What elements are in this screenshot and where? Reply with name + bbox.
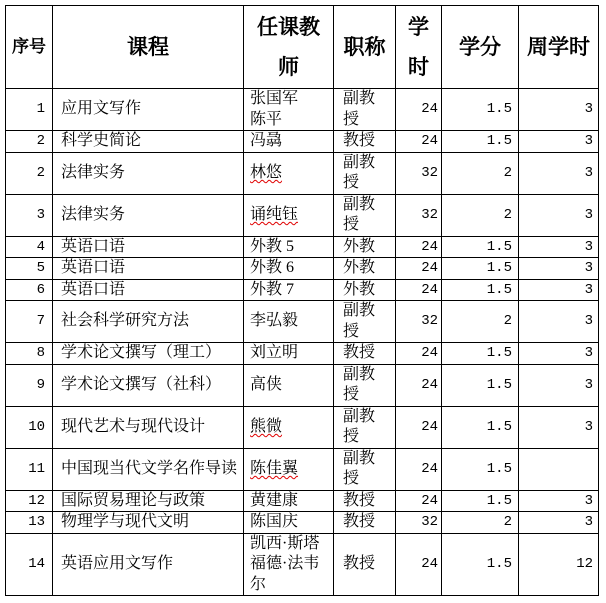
cell-credits: 2 bbox=[442, 512, 519, 534]
cell-teacher bbox=[244, 301, 334, 343]
cell-course: 学术论文撰写（理工） bbox=[53, 343, 244, 365]
cell-credits: 2 bbox=[442, 152, 519, 194]
teacher-name: 外教 7 bbox=[250, 280, 295, 298]
teacher-name: 冯骉 bbox=[250, 132, 283, 149]
cell-credits: 1.5 bbox=[442, 364, 519, 406]
teacher-name: 陈平 bbox=[250, 110, 283, 128]
cell-index: 13 bbox=[6, 512, 53, 534]
title-text: 外教 bbox=[343, 259, 376, 276]
cell-credits: 2 bbox=[442, 194, 519, 236]
cell-weekly-hours: 12 bbox=[519, 533, 599, 596]
cell-course: 英语应用文写作 bbox=[53, 533, 244, 596]
cell-index: 14 bbox=[6, 533, 53, 596]
cell-weekly-hours: 3 bbox=[519, 236, 599, 258]
cell-hours: 24 bbox=[396, 490, 442, 512]
teacher-name: 凯西·斯塔福德·法韦尔 bbox=[250, 534, 320, 593]
cell-weekly-hours: 3 bbox=[519, 490, 599, 512]
cell-title bbox=[334, 89, 396, 131]
cell-course: 物理学与现代文明 bbox=[53, 512, 244, 534]
title-text: 副教授 bbox=[343, 153, 376, 191]
cell-teacher bbox=[244, 152, 334, 194]
cell-credits: 1.5 bbox=[442, 406, 519, 448]
cell-credits: 1.5 bbox=[442, 131, 519, 153]
cell-weekly-hours: 3 bbox=[519, 131, 599, 153]
cell-index: 12 bbox=[6, 490, 53, 512]
cell-credits: 1.5 bbox=[442, 279, 519, 301]
cell-hours: 24 bbox=[396, 406, 442, 448]
table-row bbox=[6, 89, 599, 131]
cell-index: 11 bbox=[6, 448, 53, 490]
teacher-name: 陈国庆 bbox=[250, 513, 299, 530]
teacher-name: 李弘毅 bbox=[250, 312, 299, 330]
cell-weekly-hours: 3 bbox=[519, 89, 599, 131]
teacher-name: 黄建康 bbox=[250, 491, 299, 509]
cell-course: 英语口语 bbox=[53, 279, 244, 301]
table-row bbox=[6, 152, 599, 194]
header-hours-label: 学时 bbox=[407, 15, 429, 79]
teacher-name: 张国军 bbox=[250, 90, 299, 107]
cell-weekly-hours: 3 bbox=[519, 152, 599, 194]
table-row bbox=[6, 512, 599, 534]
cell-hours: 24 bbox=[396, 131, 442, 153]
header-teacher-label: 任课教师 bbox=[256, 15, 320, 79]
cell-title bbox=[334, 194, 396, 236]
cell-hours: 24 bbox=[396, 89, 442, 131]
teacher-name: 诵纯钰 bbox=[250, 205, 299, 223]
title-text: 副教授 bbox=[343, 449, 376, 487]
cell-index: 5 bbox=[6, 258, 53, 280]
cell-title bbox=[334, 448, 396, 490]
cell-hours: 32 bbox=[396, 152, 442, 194]
cell-title bbox=[334, 236, 396, 258]
cell-credits: 1.5 bbox=[442, 343, 519, 365]
cell-title bbox=[334, 279, 396, 301]
cell-title bbox=[334, 131, 396, 153]
title-text: 外教 bbox=[343, 280, 376, 298]
cell-hours: 24 bbox=[396, 343, 442, 365]
cell-weekly-hours bbox=[519, 448, 599, 490]
cell-teacher bbox=[244, 364, 334, 406]
cell-hours: 32 bbox=[396, 512, 442, 534]
cell-teacher bbox=[244, 258, 334, 280]
table-row bbox=[6, 490, 599, 512]
table-body bbox=[6, 89, 599, 596]
cell-course: 法律实务 bbox=[53, 152, 244, 194]
cell-weekly-hours: 3 bbox=[519, 301, 599, 343]
teacher-name: 刘立明 bbox=[250, 344, 299, 361]
cell-course: 应用文写作 bbox=[53, 89, 244, 131]
cell-teacher bbox=[244, 406, 334, 448]
cell-teacher bbox=[244, 131, 334, 153]
cell-title bbox=[334, 343, 396, 365]
cell-teacher bbox=[244, 343, 334, 365]
cell-teacher bbox=[244, 448, 334, 490]
cell-hours: 32 bbox=[396, 301, 442, 343]
header-teacher bbox=[244, 6, 334, 89]
header-weekly-hours: 周学时 bbox=[519, 6, 599, 89]
cell-weekly-hours: 3 bbox=[519, 279, 599, 301]
cell-index: 8 bbox=[6, 343, 53, 365]
cell-credits: 1.5 bbox=[442, 258, 519, 280]
cell-title bbox=[334, 152, 396, 194]
cell-course: 国际贸易理论与政策 bbox=[53, 490, 244, 512]
teacher-name: 熊微 bbox=[250, 417, 283, 435]
table-row bbox=[6, 131, 599, 153]
cell-weekly-hours: 3 bbox=[519, 364, 599, 406]
cell-hours: 24 bbox=[396, 258, 442, 280]
cell-index: 4 bbox=[6, 236, 53, 258]
header-index: 序号 bbox=[6, 6, 53, 89]
cell-weekly-hours: 3 bbox=[519, 194, 599, 236]
cell-course: 英语口语 bbox=[53, 236, 244, 258]
cell-course: 社会科学研究方法 bbox=[53, 301, 244, 343]
title-text: 副教授 bbox=[343, 302, 376, 340]
cell-hours: 24 bbox=[396, 279, 442, 301]
table-row bbox=[6, 279, 599, 301]
cell-teacher bbox=[244, 194, 334, 236]
title-text: 副教授 bbox=[343, 90, 376, 128]
cell-hours: 24 bbox=[396, 533, 442, 596]
cell-title bbox=[334, 512, 396, 534]
cell-hours: 24 bbox=[396, 236, 442, 258]
teacher-name: 林悠 bbox=[250, 163, 283, 181]
title-text: 教授 bbox=[343, 132, 376, 149]
cell-credits: 1.5 bbox=[442, 490, 519, 512]
cell-course: 现代艺术与现代设计 bbox=[53, 406, 244, 448]
cell-course: 科学史简论 bbox=[53, 131, 244, 153]
cell-title bbox=[334, 258, 396, 280]
table-row bbox=[6, 301, 599, 343]
cell-index: 3 bbox=[6, 194, 53, 236]
cell-weekly-hours: 3 bbox=[519, 512, 599, 534]
table-row bbox=[6, 236, 599, 258]
title-text: 副教授 bbox=[343, 407, 376, 445]
header-course: 课程 bbox=[53, 6, 244, 89]
cell-teacher bbox=[244, 533, 334, 596]
cell-teacher bbox=[244, 89, 334, 131]
title-text: 教授 bbox=[343, 555, 376, 572]
table-row bbox=[6, 406, 599, 448]
cell-title bbox=[334, 364, 396, 406]
cell-course: 法律实务 bbox=[53, 194, 244, 236]
cell-index: 7 bbox=[6, 301, 53, 343]
cell-index: 10 bbox=[6, 406, 53, 448]
title-text: 教授 bbox=[343, 491, 376, 509]
cell-weekly-hours: 3 bbox=[519, 258, 599, 280]
table-row bbox=[6, 364, 599, 406]
cell-index: 9 bbox=[6, 364, 53, 406]
cell-credits: 2 bbox=[442, 301, 519, 343]
cell-credits: 1.5 bbox=[442, 236, 519, 258]
cell-weekly-hours: 3 bbox=[519, 343, 599, 365]
cell-index: 1 bbox=[6, 89, 53, 131]
cell-credits: 1.5 bbox=[442, 533, 519, 596]
cell-title bbox=[334, 301, 396, 343]
cell-teacher bbox=[244, 490, 334, 512]
teacher-name: 外教 5 bbox=[250, 237, 295, 255]
cell-course: 英语口语 bbox=[53, 258, 244, 280]
cell-teacher bbox=[244, 236, 334, 258]
cell-index: 2 bbox=[6, 152, 53, 194]
cell-teacher bbox=[244, 512, 334, 534]
cell-hours: 24 bbox=[396, 448, 442, 490]
cell-hours: 24 bbox=[396, 364, 442, 406]
cell-title bbox=[334, 406, 396, 448]
cell-hours: 32 bbox=[396, 194, 442, 236]
teacher-name: 陈佳翼 bbox=[250, 459, 299, 477]
header-title: 职称 bbox=[334, 6, 396, 89]
course-table bbox=[5, 5, 599, 596]
cell-credits: 1.5 bbox=[442, 448, 519, 490]
table-row bbox=[6, 343, 599, 365]
cell-title bbox=[334, 490, 396, 512]
header-row bbox=[6, 6, 599, 89]
table-row bbox=[6, 194, 599, 236]
title-text: 外教 bbox=[343, 237, 376, 255]
cell-teacher bbox=[244, 279, 334, 301]
cell-weekly-hours: 3 bbox=[519, 406, 599, 448]
table-row bbox=[6, 533, 599, 596]
teacher-name: 高侠 bbox=[250, 375, 283, 393]
cell-course: 中国现当代文学名作导读 bbox=[53, 448, 244, 490]
cell-credits: 1.5 bbox=[442, 89, 519, 131]
teacher-name: 外教 6 bbox=[250, 259, 295, 276]
title-text: 副教授 bbox=[343, 195, 376, 233]
cell-index: 2 bbox=[6, 131, 53, 153]
cell-title bbox=[334, 533, 396, 596]
title-text: 教授 bbox=[343, 513, 376, 530]
title-text: 副教授 bbox=[343, 365, 376, 403]
header-hours bbox=[396, 6, 442, 89]
cell-index: 6 bbox=[6, 279, 53, 301]
title-text: 教授 bbox=[343, 344, 376, 361]
table-row bbox=[6, 258, 599, 280]
table-row bbox=[6, 448, 599, 490]
header-credits: 学分 bbox=[442, 6, 519, 89]
cell-course: 学术论文撰写（社科） bbox=[53, 364, 244, 406]
